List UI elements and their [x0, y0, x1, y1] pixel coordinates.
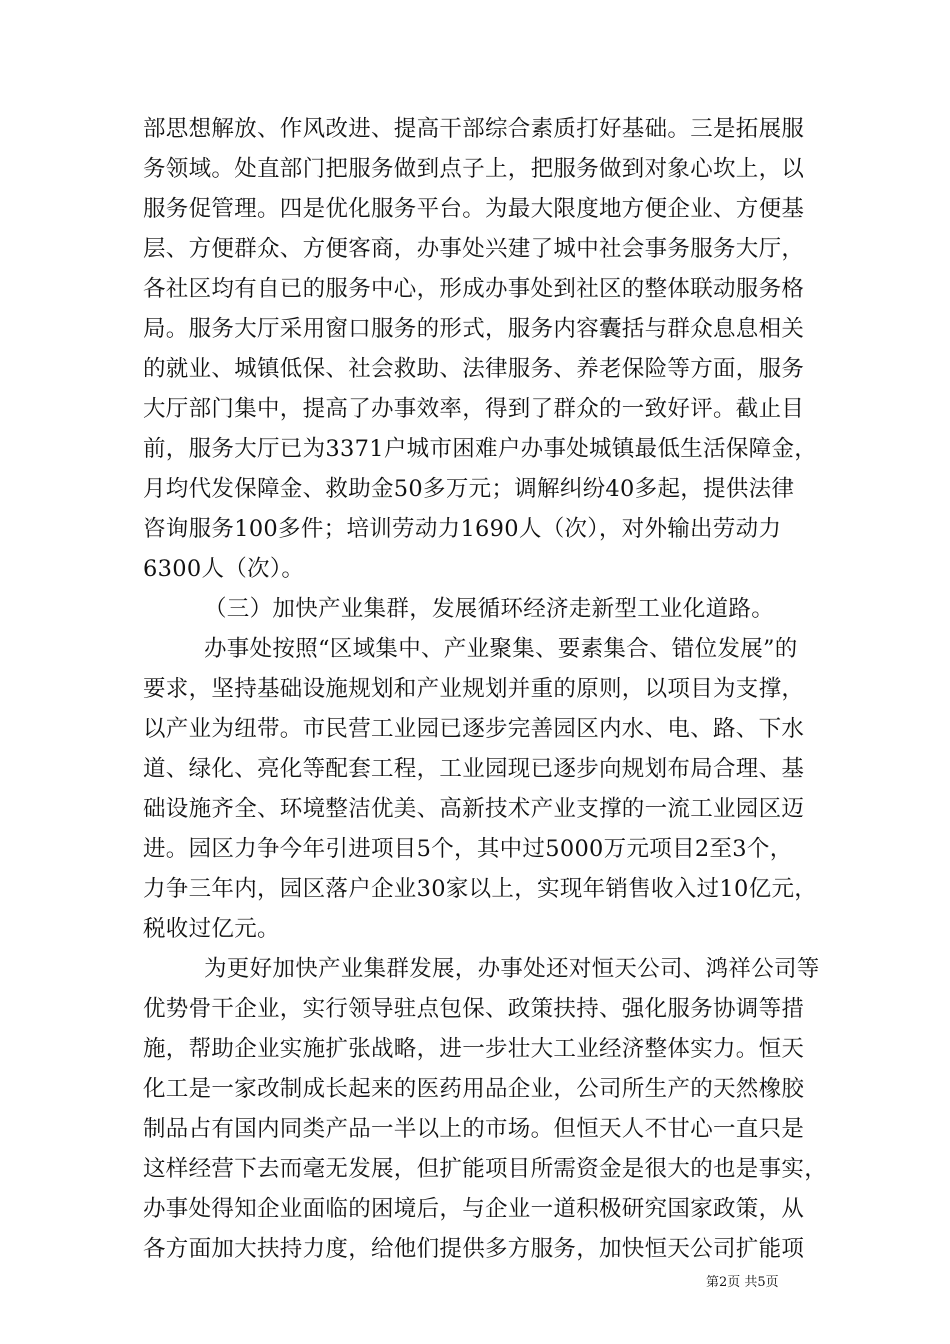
text-line: 进。园区力争今年引进项目5个，其中过5000万元项目2至3个， [143, 836, 793, 862]
text-line: 部思想解放、作风改进、提高干部综合素质打好基础。三是拓展服 [143, 116, 805, 142]
text-line: 道、绿化、亮化等配套工程，工业园现已逐步向规划布局合理、基 [143, 756, 805, 782]
text-line: 这样经营下去而毫无发展，但扩能项目所需资金是很大的也是事实， [143, 1156, 828, 1182]
text-line: 各社区均有自已的服务中心，形成办事处到社区的整体联动服务格 [143, 276, 805, 302]
text-line: 以产业为纽带。市民营工业园已逐步完善园区内水、电、路、下水 [143, 716, 805, 742]
text-line: 6300人（次）。 [143, 556, 305, 582]
text-line: 咨询服务100多件；培训劳动力1690人（次），对外输出劳动力 [143, 516, 782, 542]
text-line: 前，服务大厅已为3371户城市困难户办事处城镇最低生活保障金， [143, 436, 818, 462]
text-line: 服务促管理。四是优化服务平台。为最大限度地方便企业、方便基 [143, 196, 805, 222]
text-line: 各方面加大扶持力度，给他们提供多方服务，加快恒天公司扩能项 [143, 1236, 805, 1262]
text-line: 优势骨干企业，实行领导驻点包保、政策扶持、强化服务协调等措 [143, 996, 805, 1022]
text-line: 要求，坚持基础设施规划和产业规划并重的原则，以项目为支撑， [143, 676, 805, 702]
text-line: 化工是一家改制成长起来的医药用品企业，公司所生产的天然橡胶 [143, 1076, 805, 1102]
text-line: 础设施齐全、环境整洁优美、高新技术产业支撑的一流工业园区迈 [143, 796, 805, 822]
text-line: 月均代发保障金、救助金50多万元；调解纠纷40多起，提供法律 [143, 476, 795, 502]
text-line: 办事处得知企业面临的困境后，与企业一道积极研究国家政策，从 [143, 1196, 805, 1222]
paragraph-first-line: 为更好加快产业集群发展，办事处还对恒天公司、鸿祥公司等 [204, 956, 820, 982]
text-line: 力争三年内，园区落户企业30家以上，实现年销售收入过10亿元， [143, 876, 818, 902]
section-heading: （三）加快产业集群，发展循环经济走新型工业化道路。 [204, 596, 775, 622]
text-line: 层、方便群众、方便客商，办事处兴建了城中社会事务服务大厅， [143, 236, 805, 262]
text-line: 施，帮助企业实施扩张战略，进一步壮大工业经济整体实力。恒天 [143, 1036, 805, 1062]
text-line: 税收过亿元。 [143, 916, 280, 942]
paragraph-first-line: 办事处按照“区域集中、产业聚集、要素集合、错位发展”的 [204, 636, 798, 662]
text-line: 局。服务大厅采用窗口服务的形式，服务内容囊括与群众息息相关 [143, 316, 805, 342]
text-line: 的就业、城镇低保、社会救助、法律服务、养老保险等方面，服务 [143, 356, 805, 382]
text-line: 大厅部门集中，提高了办事效率，得到了群众的一致好评。截止目 [143, 396, 805, 422]
text-line: 制品占有国内同类产品一半以上的市场。但恒天人不甘心一直只是 [143, 1116, 805, 1142]
page-number-footer: 第2页 共5页 [706, 1275, 779, 1290]
text-line: 务领域。处直部门把服务做到点子上，把服务做到对象心坎上，以 [143, 156, 805, 182]
